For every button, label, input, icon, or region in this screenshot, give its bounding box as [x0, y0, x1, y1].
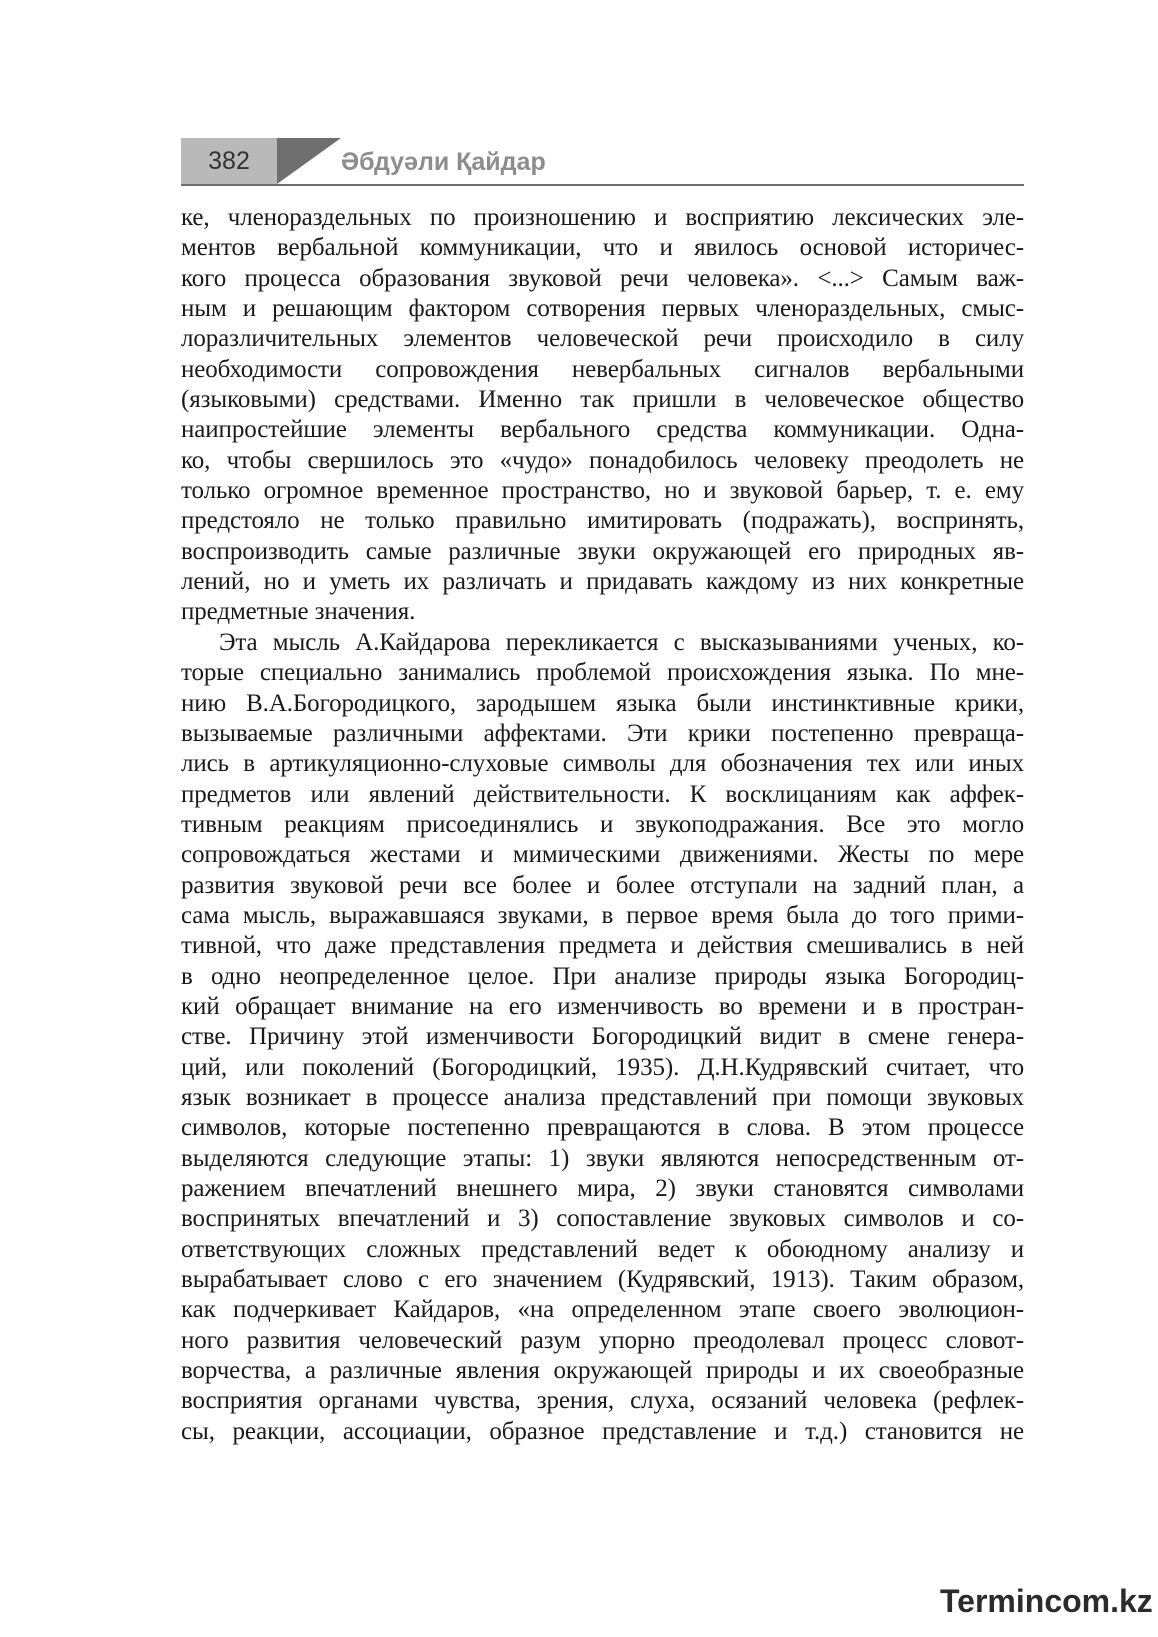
text-line: предметов или явлений действительности. К восклицаниям как аффек-	[181, 780, 1024, 808]
watermark-logo: Termincom.kz	[940, 1583, 1153, 1619]
text-line: вызываемые различными аффектами. Эти крики постепенно превраща-	[181, 719, 1024, 747]
text-line: сама мысль, выражавшаяся звуками, в первое время была до того прими-	[181, 901, 1024, 929]
text-line: лись в артикуляционно-слуховые символы для обозначения тех или иных	[181, 750, 1024, 778]
text-line: только огромное временное пространство, но и звуковой барьер, т. е. ему	[181, 477, 1024, 505]
text-line: наипростейшие элементы вербального средства коммуникации. Одна-	[181, 416, 1024, 444]
text-line: ций, или поколений (Богородицкий, 1935). Д.Н.Кудрявский считает, что	[181, 1053, 1024, 1081]
running-head-author: Әбдуәли Қайдар	[341, 148, 546, 176]
text-line: лоразличительных элементов человеческой речи происходило в силу	[181, 325, 1024, 353]
header-decoration	[277, 138, 341, 184]
text-line: ворчества, а различные явления окружающей природы и их своеобразные	[181, 1357, 1024, 1385]
text-line: язык возникает в процессе анализа представлений при помощи звуковых	[181, 1083, 1024, 1111]
text-line: необходимости сопровождения невербальных сигналов вербальными	[181, 355, 1024, 383]
text-line: выделяются следующие этапы: 1) звуки являются непосредственным от-	[181, 1144, 1024, 1172]
body-text	[181, 203, 1024, 1447]
text-line: вырабатывает слово с его значением (Кудрявский, 1913). Таким образом,	[181, 1266, 1024, 1294]
text-line: ражением впечатлений внешнего мира, 2) звуки становятся символами	[181, 1175, 1024, 1202]
text-line: лений, но и уметь их различать и придавать каждому из них конкретные	[181, 568, 1024, 596]
text-line: воспринятых впечатлений и 3) сопоставление звуковых символов и со-	[181, 1205, 1024, 1233]
text-line: кий обращает внимание на его изменчивость во времени и в простран-	[181, 992, 1024, 1020]
text-line: как подчеркивает Кайдаров, «на определенном этапе своего эволюцион-	[181, 1296, 1024, 1324]
text-line: тивной, что даже представления предмета и действия смешивались в ней	[181, 932, 1024, 960]
text-line: воспроизводить самые различные звуки окружающей его природных яв-	[181, 537, 1024, 565]
text-line: ке, членораздельных по произношению и восприятию лексических эле-	[181, 204, 1024, 231]
text-line: в одно неопределенное целое. При анализе природы языка Богородиц-	[181, 962, 1024, 990]
page-number: 382	[181, 138, 277, 184]
text-line: ным и решающим фактором сотворения первых членораздельных, смыс-	[181, 295, 1024, 323]
text-line: кого процесса образования звуковой речи человека». <...> Самым важ-	[181, 264, 1024, 292]
text-line: развития звуковой речи все более и более отступали на задний план, а	[181, 871, 1024, 899]
text-line: предметные значения.	[181, 598, 416, 626]
text-line: Эта мысль А.Кайдарова перекликается с высказываниями ученых, ко-	[219, 628, 1024, 656]
text-line: (языковыми) средствами. Именно так пришли в человеческое общество	[181, 386, 1024, 414]
text-line: нию В.А.Богородицкого, зародышем языка были инстинктивные крики,	[181, 689, 1024, 717]
text-line: ко, чтобы свершилось это «чудо» понадобилось человеку преодолеть не	[181, 446, 1024, 474]
text-line: сопровождаться жестами и мимическими движениями. Жесты по мере	[181, 841, 1024, 869]
text-line: предстояло не только правильно имитировать (подражать), воспринять,	[181, 507, 1024, 535]
text-line: ментов вербальной коммуникации, что и явилось основой историчес-	[181, 234, 1024, 262]
running-header	[181, 138, 1024, 186]
header-rule	[181, 184, 1024, 186]
text-line: тивным реакциям присоединялись и звукоподражания. Все это могло	[181, 810, 1024, 838]
text-line: символов, которые постепенно превращаются в слова. В этом процессе	[181, 1114, 1024, 1142]
text-line: сы, реакции, ассоциации, образное представление и т.д.) становится не	[181, 1417, 1024, 1445]
text-line: ного развития человеческий разум упорно преодолевал процесс словот-	[181, 1326, 1024, 1354]
text-line: восприятия органами чувства, зрения, слуха, осязаний человека (рефлек-	[181, 1387, 1024, 1415]
text-line: ответствующих сложных представлений ведет к обоюдному анализу и	[181, 1235, 1024, 1263]
text-line: торые специально занимались проблемой происхождения языка. По мне-	[181, 659, 1024, 687]
text-line: стве. Причину этой изменчивости Богородицкий видит в смене генера-	[181, 1023, 1024, 1051]
